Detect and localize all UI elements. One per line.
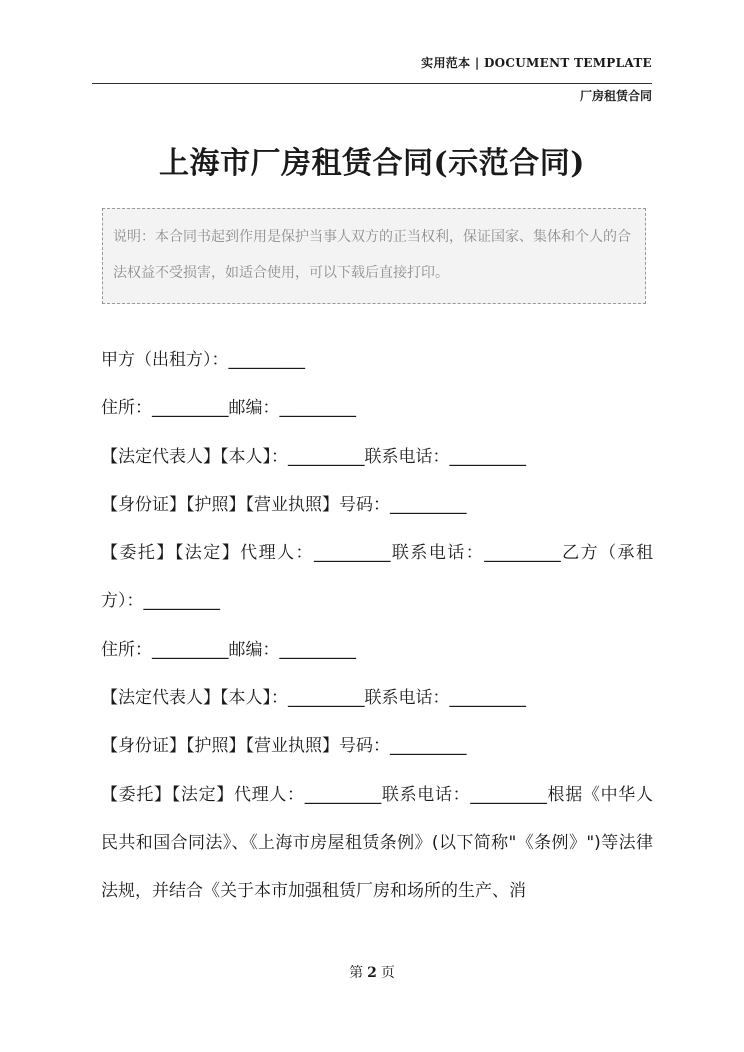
party-a-line: 甲方（出租方）：_________ [101, 350, 305, 370]
usage-note-text: 说明：本合同书起到作用是保护当事人双方的正当权利，保证国家、集体和个人的合法权益不受损害，如适合使用，可以下载后直接打印。 [113, 229, 631, 281]
header-divider [92, 83, 652, 84]
page-number-value: 2 [367, 965, 377, 981]
document-category-label: 厂房租赁合同 [579, 89, 652, 103]
party-b-id-line: 【身份证】【护照】【营业执照】号码：_________ [101, 736, 467, 757]
party-a-agent-and-party-b-line: 【委托】【法定】代理人：_________联系电话：_________乙方（承租方）：_________ [101, 543, 653, 612]
party-b-agent-and-basis-paragraph: 【委托】【法定】代理人：_________联系电话：_________根据《中华人民共和国合同法》、《上海市房屋租赁条例》(以下简称"《条例》")等法律法规，并结合《关于本市加强租赁厂房和场所的生产、消 [101, 784, 653, 902]
usage-note-box [102, 208, 646, 304]
party-b-address-line: 住所：_________邮编：_________ [101, 639, 356, 660]
page-number-suffix: 页 [380, 965, 395, 981]
party-a-id-line: 【身份证】【护照】【营业执照】号码：_________ [101, 494, 467, 515]
party-a-representative-line: 【法定代表人】【本人】：_________联系电话：_________ [101, 446, 526, 467]
page-title: 上海市厂房租赁合同(示范合同) [159, 146, 585, 181]
contract-body [101, 336, 653, 916]
party-a-address-line: 住所：_________邮编：_________ [101, 398, 356, 419]
page-number [0, 962, 744, 982]
document-template-header: 实用范本 | DOCUMENT TEMPLATE [421, 56, 652, 70]
party-b-representative-line: 【法定代表人】【本人】：_________联系电话：_________ [101, 688, 526, 709]
page-number-prefix: 第 [349, 965, 364, 981]
